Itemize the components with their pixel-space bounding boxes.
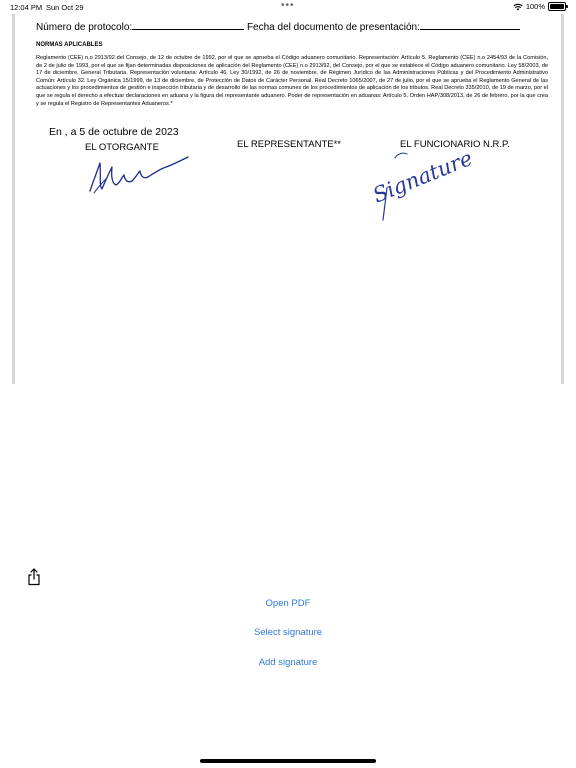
protocol-blank [132, 20, 244, 30]
funcionario-label: EL FUNCIONARIO N.R.P. [400, 139, 510, 150]
open-pdf-button[interactable]: Open PDF [265, 598, 311, 609]
battery-icon [548, 2, 566, 11]
normas-title: NORMAS APLICABLES [36, 42, 103, 48]
fecha-documento-label: Fecha del documento de presentación: [246, 22, 420, 33]
fecha-documento-blank [420, 20, 520, 30]
representante-label: EL REPRESENTANTE** [237, 139, 341, 150]
select-signature-row [0, 627, 576, 638]
normas-text: Reglamento (CEE) n.o 2913/92 del Consejo, de 12 de octubre de 1992, por el que se aprueba el Código aduanero comunitario. Representación: Artículo 5. Reglamento (CEE) n.o 2454/93 de la Comisión, de 2 de julio de 1993, por el que se fijan determinadas disposiciones de aplicación del Reglamento (CEE) n.o 2913/92, del Consejo, por el que se establece el Código aduanero comunitario. Ley 58/2003, de 17 de diciembre, General Tributaria. Representación voluntaria: Artículo 46. Ley 30/1992, de 26 de noviembre, de Régimen Jurídico de las Administraciones Públicas y del Procedimiento Administrativo Común: Artículo 32. Ley Orgánica 15/1999, de 13 de diciembre, de Protección de Datos de Carácter Personal. Real Decreto 1065/2007, de 27 de julio, por el que se aprueba el Reglamento General de las actuaciones y los procedimientos de gestión e inspección tributaria y de desarrollo de las normas comunes de los procedimientos de aplicación de los tributos. Real Decreto 335/2010, de 19 de marzo, por el que se regula el derecho a efectuar declaraciones en aduana y la figura del representante aduanero. Poder de representación en aduanas: Artículo 5. Orden HAP/308/2013, de 26 de febrero, por la que crea y se regula el Registro de Representantes Aduaneros.* [36, 55, 548, 107]
status-time: 12:04 PM [10, 3, 43, 12]
signature-handwriting: Signature [369, 145, 476, 208]
status-bar [0, 0, 576, 14]
open-pdf-row [0, 598, 576, 609]
share-icon[interactable] [26, 568, 42, 586]
add-signature-button[interactable]: Add signature [258, 657, 318, 668]
battery-percent: 100% [525, 2, 545, 11]
multitasking-dots[interactable]: ••• [281, 0, 295, 11]
add-signature-row [0, 657, 576, 668]
pdf-document-view[interactable] [12, 14, 564, 384]
page-edge-left [12, 14, 15, 384]
page-edge-right [561, 14, 564, 384]
protocol-line [36, 20, 520, 33]
fecha-line: En , a 5 de octubre de 2023 [49, 126, 179, 138]
home-indicator[interactable] [200, 759, 376, 763]
otorgante-label: EL OTORGANTE [85, 142, 159, 153]
protocol-label: Número de protocolo: [36, 22, 133, 33]
wifi-icon [513, 3, 523, 11]
select-signature-button[interactable]: Select signature [253, 627, 323, 638]
status-date: Sun Oct 29 [46, 3, 84, 12]
status-right [513, 2, 566, 11]
otorgante-signature[interactable] [84, 149, 194, 199]
